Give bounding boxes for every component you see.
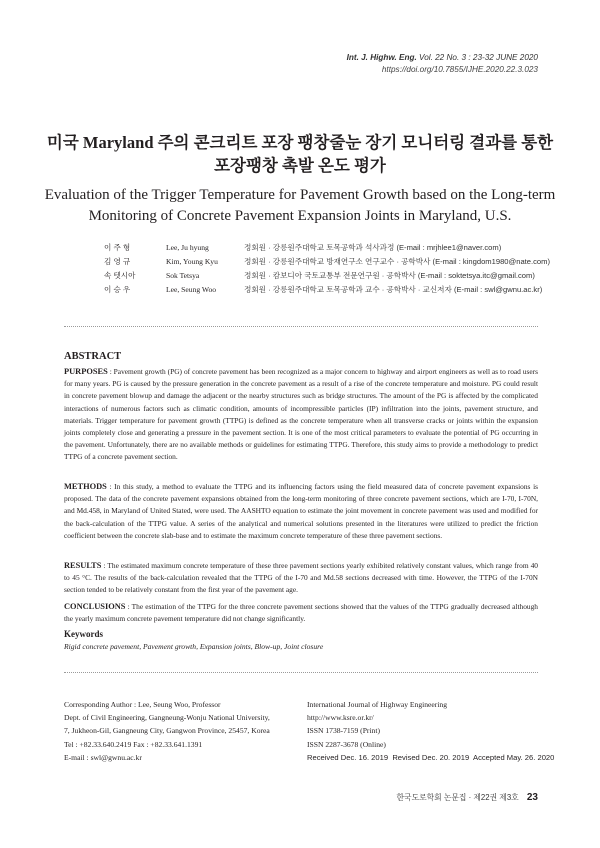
english-title: [40, 185, 560, 227]
methods-text: : In this study, a method to evaluate the TTPG and its influencing factors using the field measured data of concrete pavement expansions is proposed. The data of the concrete pavement expansions obtained from the long-term monitoring of three concrete pavement sections, which are I-70, I-70N, and Md.458, in Maryland of United Stated, were used. The AASHTO equation to estimate the joint movement in concrete pavement was used and modified for the back-calculation of the TTPG value. A series of the analytical and numerical solutions presented in the literatures were utilized to predict the friction coefficient between the concrete slab-base and to estimate the maximum concrete temperature of these three pavement sections.: [64, 482, 538, 540]
author-affiliation: 정회원 · 강릉원주대학교 토목공학과 교수 · 공학박사 · 교신저자 (E-mail : swl@gwnu.ac.kr): [244, 285, 543, 294]
divider-top: [64, 326, 538, 327]
abstract-heading: ABSTRACT: [64, 351, 122, 362]
abstract-methods: [64, 481, 538, 542]
author-english-name: Sok Tetsya: [166, 271, 200, 280]
corresponding-email[interactable]: E-mail : swl@gwnu.ac.kr: [64, 752, 142, 762]
author-korean-name: 이 승 우: [104, 285, 131, 294]
corresponding-line: Dept. of Civil Engineering, Gangneung-Wonju National University,: [64, 713, 270, 723]
divider-bottom: [64, 672, 538, 673]
korean-title-line1: 미국 Maryland 주의 콘크리트 포장 팽창줄눈 장기 모니터링 결과를 통한: [46, 133, 554, 152]
author-affiliation: 정회원 · 강릉원주대학교 토목공학과 석사과정 (E-mail : mrjhlee1@naver.com): [244, 243, 502, 252]
publication-dates: [307, 751, 554, 764]
page-number: 23: [526, 792, 538, 803]
publication-journal: International Journal of Highway Engineering: [307, 700, 448, 709]
accepted-date: May. 26. 2020: [506, 752, 555, 762]
conclusions-label: CONCLUSIONS: [64, 602, 126, 611]
journal-doi[interactable]: https://doi.org/10.7855/IJHE.2020.22.3.023: [381, 65, 538, 74]
publication-url[interactable]: http://www.ksre.or.kr/: [307, 713, 374, 723]
keywords-heading: Keywords: [64, 629, 103, 639]
english-title-line2: Monitoring of Concrete Pavement Expansion Joints in Maryland, U.S.: [88, 208, 512, 224]
korean-title: [40, 131, 560, 177]
author-english-name: Lee, Seung Woo: [166, 285, 217, 294]
purposes-label: PURPOSES: [64, 367, 108, 376]
purposes-text: : Pavement growth (PG) of concrete pavement has been recognized as a major concern to highway and airport engineers as well as to road users for many years. PG is caused by the pressure generation in the concrete pavement as a result of a rise of the concrete temperature and moisture. PG could result in concrete pavement blowup and damage the adjacent or the nearby structures such as bridge structures. The amount of the PG is affected by the complicated interactions of numerous factors such as climatic condition, amounts of incompressible particles (IP) infiltration into the joints, pavement structure, and materials. Trigger temperature for pavement growth (TTPG) is defined as the concrete temperature when all transverse cracks or joints within the expansion joints completely close and generating a pressure in the pavement section. It is one of the most critical parameters to evaluate the potential of PG occurring in the pavement. Unfortunately, there are no available methods or guidelines for estimating TTPG. Therefore, this study aims to provide a methodology to predict TTPG of a concrete pavement section.: [64, 367, 538, 462]
footer-journal: 한국도로학회 논문집 · 제22권 제3호: [396, 793, 519, 802]
received-label: Received: [307, 752, 339, 762]
author-english-name: Lee, Ju hyung: [166, 243, 209, 252]
journal-volume: Vol. 22 No. 3 : 23-32 JUNE 2020: [419, 53, 538, 62]
publication-issn-online: ISSN 2287-3678 (Online): [307, 739, 386, 749]
revised-label: Revised: [392, 752, 420, 762]
conclusions-text: : The estimation of the TTPG for the three concrete pavement sections showed that the values of the TTPG gradually decreased although the yearly maximum concrete pavement temperature did not change significantly.: [64, 602, 538, 624]
abstract-conclusions: [64, 601, 538, 625]
author-list: [104, 241, 550, 297]
abstract-purposes: [64, 366, 538, 464]
journal-abbrev: Int. J. Highw. Eng.: [346, 53, 417, 62]
korean-title-line2: 포장팽창 촉발 온도 평가: [214, 156, 386, 175]
author-korean-name: 김 영 규: [104, 257, 131, 266]
received-date: Dec. 16. 2019: [340, 752, 389, 762]
author-korean-name: 속 텟시아: [104, 271, 136, 280]
corresponding-line: Tel : +82.33.640.2419 Fax : +82.33.641.1391: [64, 739, 203, 749]
author-english-name: Kim, Young Kyu: [166, 257, 218, 266]
revised-date: Dec. 20. 2019: [421, 752, 470, 762]
author-row: [104, 255, 550, 269]
author-korean-name: 이 주 형: [104, 243, 131, 252]
corresponding-author: [64, 698, 270, 764]
results-text: : The estimated maximum concrete temperature of these three pavement sections yearly exhibited relatively constant values, which range from 40 to 45 °C. The results of the back-calculation revealed that the TTPG of the I-70 and Md.58 sections decreased with time. However, the TTPG of the I-70N section tended to be relatively constant from the first year of the pavement age.: [64, 561, 538, 595]
corresponding-line: 7, Jukheon-Gil, Gangneung City, Gangwon Province, 25457, Korea: [64, 726, 270, 736]
corresponding-line: Corresponding Author : Lee, Seung Woo, Professor: [64, 700, 221, 709]
english-title-line1: Evaluation of the Trigger Temperature for Pavement Growth based on the Long-term: [44, 187, 556, 203]
page-footer: [397, 792, 538, 803]
author-row: [104, 241, 550, 255]
journal-citation: [347, 52, 538, 64]
publication-issn-print: ISSN 1738-7159 (Print): [307, 726, 380, 736]
author-affiliation: 정회원 · 강릉원주대학교 방재연구소 연구교수 · 공학박사 (E-mail : kingdom1980@nate.com): [244, 257, 550, 266]
keywords-text: Rigid concrete pavement, Pavement growth, Expansion joints, Blow-up, Joint closure: [64, 642, 324, 651]
accepted-label: Accepted: [473, 752, 505, 762]
journal-header: [347, 52, 538, 76]
results-label: RESULTS: [64, 561, 102, 570]
author-row: [104, 269, 550, 283]
methods-label: METHODS: [64, 482, 107, 491]
author-row: [104, 283, 550, 297]
author-affiliation: 정회원 · 캄보디아 국토교통부 전문연구원 · 공학박사 (E-mail : soktetsya.itc@gmail.com): [244, 271, 535, 280]
abstract-results: [64, 560, 538, 597]
publication-info: [307, 698, 554, 764]
